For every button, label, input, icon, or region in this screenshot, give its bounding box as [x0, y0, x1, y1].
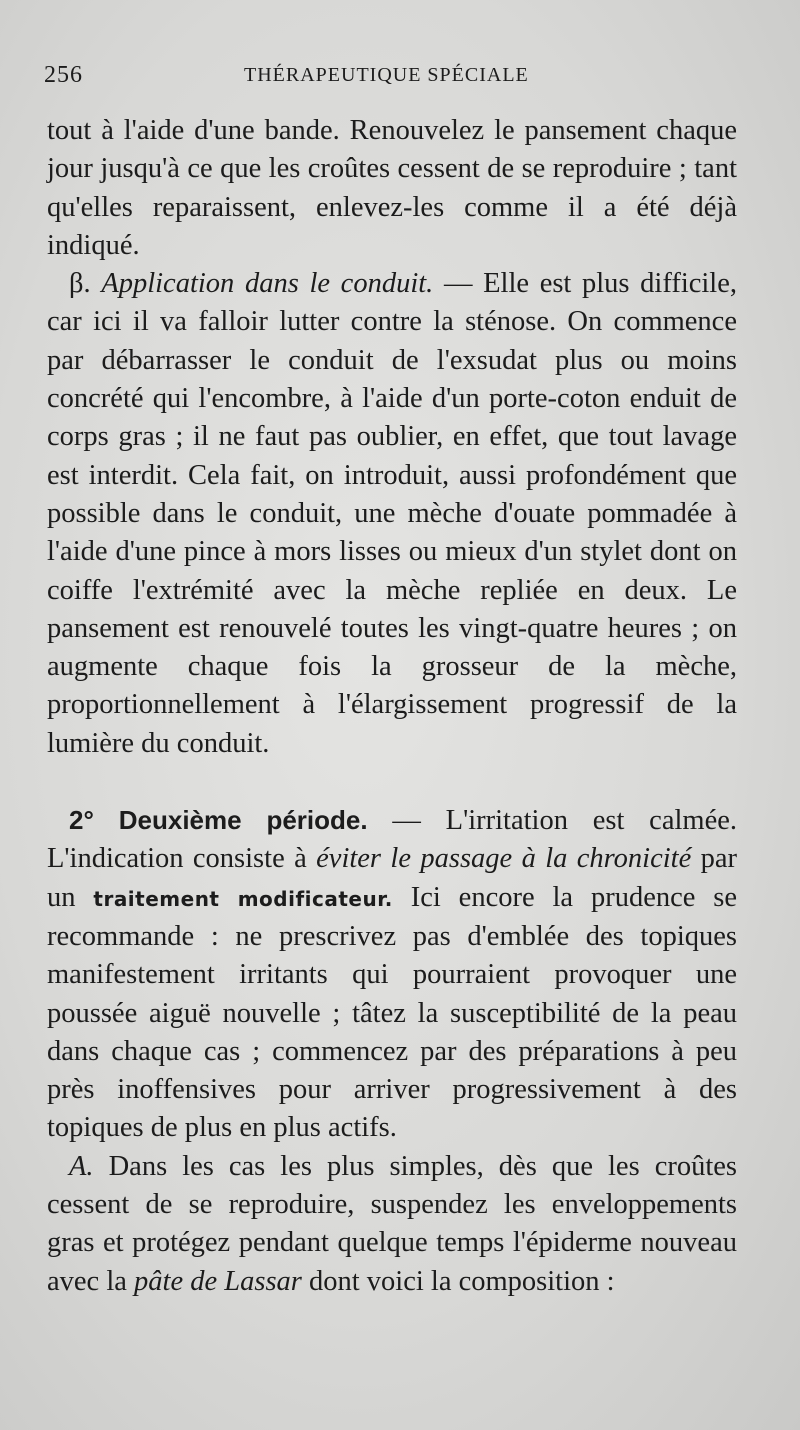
- running-title: THÉRAPEUTIQUE SPÉCIALE: [244, 64, 529, 86]
- section-title-application: Application dans le conduit.: [101, 268, 434, 300]
- paragraph-text: — L'irritation est calmée. L'indication consiste à: [47, 805, 737, 875]
- paragraph-text: par un: [47, 843, 738, 913]
- bold-phrase: traitement modificateur.: [93, 886, 393, 911]
- paragraph-continuation: tout à l'aide d'une bande. Renouvelez le pansement chaque jour jusqu'à ce que les croûtes cessent de se reproduire ; tant qu'elles reparaissent, enlevez-les comme il a été déjà indiqué.: [47, 115, 737, 261]
- paragraph-text: — Elle est plus difficile, car ici il va falloir lutter contre la sténose. On commence par débarrasser le conduit de l'exsudat plus ou moins concrété qui l'encombre, à l'aide d'un porte-coton enduit de corps gras ; il ne faut pas oublier, en effet, que tout lavage est interdit. Cela fait, on introduit, aussi profondément que possible dans le conduit, une mèche d'ouate pommadée à l'aide d'une pince à mors lisses ou mieux d'un stylet dont on coiffe l'extrémité avec la mèche repliée en deux. Le pansement est renouvelé toutes les vingt-quatre heures ; on augmente chaque fois la grosseur de la mèche, proportionnellement à l'élargissement progressif de la lumière du conduit.: [47, 268, 737, 759]
- body-text: [47, 112, 737, 1301]
- item-marker-a: A.: [69, 1150, 94, 1182]
- paragraph-text: dont voici la composition :: [301, 1265, 615, 1297]
- paragraph-case-a: [47, 1148, 737, 1301]
- paragraph-text: Dans les cas les plus simples, dès que les croûtes cessent de se reproduire, suspendez les enveloppements gras et protégez pendant quelque temps l'épiderme nouveau avec la: [47, 1150, 737, 1297]
- page-number: 256: [44, 62, 83, 88]
- paragraph-application-conduit: [47, 265, 737, 763]
- section-heading-deuxieme-periode: 2° Deuxième période.: [69, 805, 368, 836]
- italic-phrase: éviter le passage à la chronicité: [316, 843, 692, 875]
- paragraph-text: Ici encore la prudence se recommande : ne prescrivez pas d'emblée des topiques manifestement irritants qui pourraient provoquer une poussée aiguë nouvelle ; tâtez la susceptibilité de la peau dans chaque cas ; commencez par des préparations à peu près inoffensives pour arriver progressivement à des topiques de plus en plus actifs.: [47, 881, 738, 1144]
- paragraph-deuxieme-periode: [47, 801, 737, 1148]
- italic-phrase: pâte de Lassar: [134, 1265, 302, 1297]
- item-marker-beta: β.: [69, 268, 91, 300]
- page-header: [44, 62, 738, 94]
